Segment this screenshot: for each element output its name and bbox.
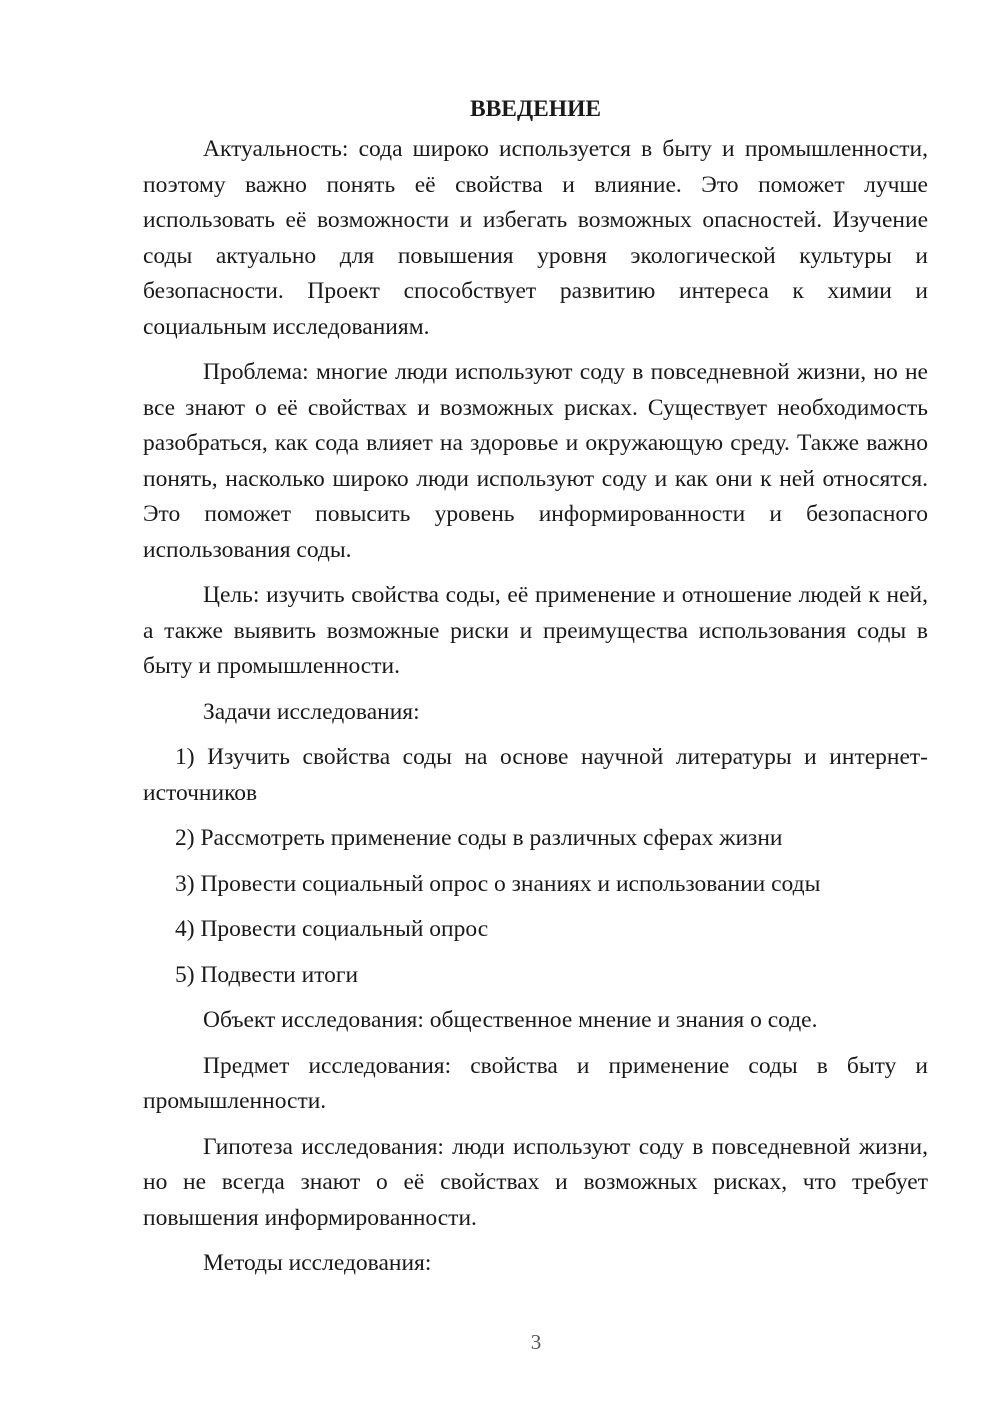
page-number: 3 — [530, 1330, 542, 1354]
paragraph-object: Объект исследования: общественное мнение и знания о соде. — [203, 1007, 818, 1033]
tasks-list — [143, 740, 928, 993]
methods-heading: Методы исследования: — [203, 1250, 432, 1276]
paragraph-hypothesis: Гипотеза исследования: люди используют соду в повседневной жизни, но не всегда знают о её свойствах и возможных рисках, что требует повышения информированности. — [143, 1133, 928, 1231]
paragraph-problem: Проблема: многие люди используют соду в повседневной жизни, но не все знают о её свойствах и возможных рисках. Существует необходимость разобраться, как сода влияет на здоровье и окружающую среду. Также важно понять, насколько широко люди используют соду и как они к ней относятся. Это поможет повысить уровень информированности и безопасного использования соды. — [143, 359, 928, 563]
paragraph-goal: Цель: изучить свойства соды, её применение и отношение людей к ней, а также выявить возможные риски и преимущества использования соды в быту и промышленности. — [143, 582, 928, 679]
list-item: 1) Изучить свойства соды на основе научной литературы и интернет-источников — [143, 744, 928, 806]
paragraph-relevance: Актуальность: сода широко используется в быту и промышленности, поэтому важно понять её свойства и влияние. Это поможет лучше использовать её возможности и избегать возможных опасностей. Изучение соды актуально для повышения уровня экологической культуры и безопасности. Проект способствует развитию интереса к химии и социальным исследованиям. — [143, 136, 928, 340]
tasks-heading: Задачи исследования: — [203, 698, 420, 725]
page-content — [143, 90, 928, 1292]
section-title: ВВЕДЕНИЕ — [469, 96, 602, 122]
paragraph-subject: Предмет исследования: свойства и применение соды в быту и промышленности. — [143, 1052, 928, 1114]
list-item: 5) Подвести итоги — [175, 961, 359, 988]
list-item: 4) Провести социальный опрос — [175, 916, 489, 942]
list-item: 2) Рассмотреть применение соды в различных сферах жизни — [175, 825, 783, 851]
list-item: 3) Провести социальный опрос о знаниях и использовании соды — [175, 870, 821, 897]
